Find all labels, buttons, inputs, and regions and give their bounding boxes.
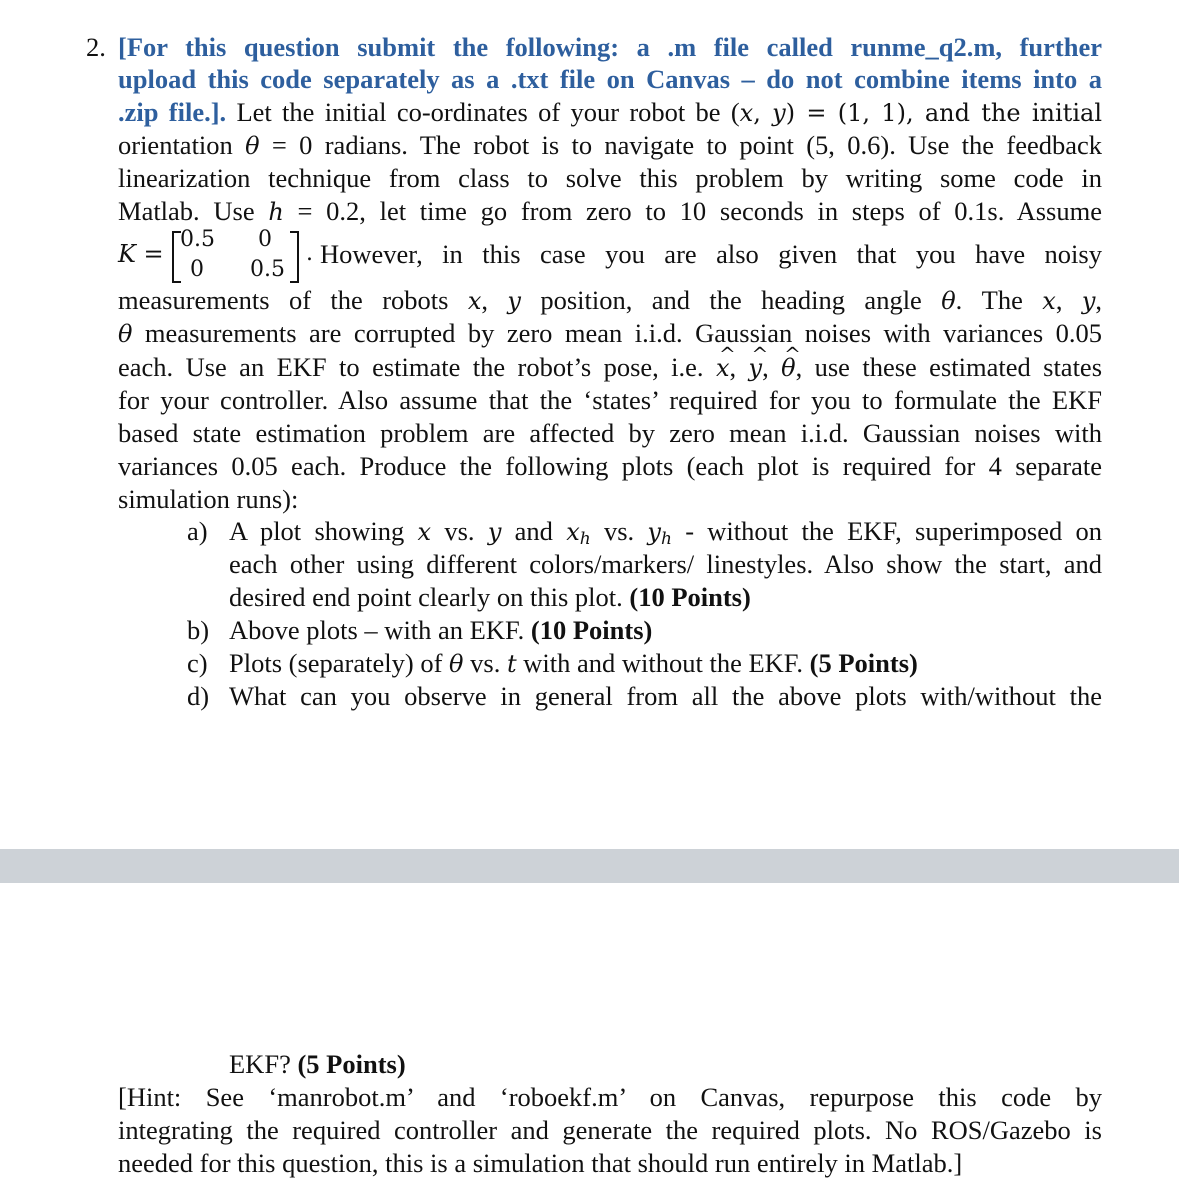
- paragraph-line-11: [118, 384, 1102, 417]
- text: ,: [729, 352, 749, 382]
- text: with and without the EKF.: [516, 648, 810, 678]
- text: orientation: [118, 130, 246, 160]
- math-x: x: [566, 518, 580, 546]
- math-subscript-h: h: [660, 529, 672, 549]
- paragraph-line-3: [118, 96, 1102, 130]
- math-x: x: [467, 287, 482, 315]
- points: (5 Points): [809, 648, 918, 678]
- hint-line-3: [118, 1147, 1102, 1180]
- text: Let the initial co-ordinates of your robot be (: [226, 97, 740, 127]
- right-bracket: [290, 231, 299, 283]
- text: = 0.2, let time go from zero to 10 seconds in steps of 0.1s. Assume: [283, 196, 1102, 226]
- paragraph-line-1: [118, 31, 1102, 64]
- matrix-dot: .: [306, 241, 313, 266]
- item-c-label: c): [187, 648, 208, 678]
- math-x: x: [417, 518, 432, 546]
- page-separator: [0, 849, 1179, 883]
- text: and: [501, 516, 567, 546]
- paragraph-line-4: [118, 129, 1102, 163]
- text: vs.: [431, 516, 488, 546]
- math-h: h: [268, 198, 284, 226]
- submission-instructions-cont: upload this code separately as a .txt file on Canvas – do not combine items into a: [118, 64, 1102, 94]
- text: simulation runs):: [118, 484, 299, 514]
- math-theta: θ: [245, 132, 260, 160]
- matrix-r1c2: 0: [258, 227, 272, 252]
- text: position, and the heading angle: [520, 285, 942, 315]
- text: linearization technique from class to solve this problem by writing some code in: [118, 163, 1102, 193]
- math-theta: θ: [941, 287, 956, 315]
- item-b-label: b): [187, 615, 210, 645]
- submission-instructions-end: .zip file.].: [118, 97, 227, 127]
- text: Above plots – with an EKF.: [229, 615, 531, 645]
- text: vs.: [590, 516, 648, 546]
- paragraph-line-13: [118, 450, 1102, 483]
- item-d-continuation: [229, 1048, 406, 1081]
- math-theta: θ: [449, 650, 464, 678]
- hint-line-2: [118, 1114, 1102, 1147]
- text: measurements are corrupted by zero mean i.i.d. Gaussian noises with variances 0.05: [132, 318, 1102, 348]
- item-c-line-1: [229, 647, 1102, 681]
- text: ,: [481, 285, 508, 315]
- submission-instructions: [For this question submit the following: a .m file called runme_q2.m, further: [118, 32, 1102, 62]
- text: ,: [1055, 285, 1082, 315]
- math-x: x: [739, 99, 754, 127]
- text: What can you observe in general from all the above plots with/without the: [229, 681, 1102, 711]
- question-number: 2.: [86, 32, 106, 62]
- text: A plot showing: [229, 516, 418, 546]
- item-d-label: d): [187, 681, 210, 711]
- paragraph-line-14: [118, 483, 1102, 516]
- paragraph-line-9: [118, 317, 1102, 351]
- text: - without the EKF, superimposed on: [671, 516, 1102, 546]
- paragraph-line-2: [118, 63, 1102, 96]
- text: for your controller. Also assume that the ‘states’ required for you to formulate the EKF: [118, 385, 1102, 415]
- paragraph-line-5: [118, 162, 1102, 195]
- text: . The: [955, 285, 1043, 315]
- text: based state estimation problem are affected by zero mean i.i.d. Gaussian noises with: [118, 418, 1102, 448]
- text: each. Use an EKF to estimate the robot’s pose, i.e.: [118, 352, 716, 382]
- item-a-label: a): [187, 516, 208, 546]
- text: EKF?: [229, 1049, 298, 1079]
- paragraph-line-10: [118, 351, 1102, 385]
- paragraph-line-6: [118, 195, 1102, 229]
- text: However, in this case you are also given that you have noisy: [320, 239, 1102, 269]
- item-b-line-1: [229, 614, 1102, 647]
- math-theta: θ: [118, 320, 133, 348]
- matrix-r1c1: 0.5: [180, 227, 215, 252]
- matrix-label: K =: [118, 240, 164, 268]
- points: (5 Points): [297, 1049, 406, 1079]
- paragraph-line-7: [320, 238, 1102, 271]
- text: ) = (1, 1), and the initial: [785, 99, 1102, 127]
- math-x: x: [1042, 287, 1056, 315]
- matrix-r2c2: 0.5: [250, 257, 285, 282]
- math-y: y: [1081, 287, 1096, 315]
- math-t: t: [506, 650, 517, 678]
- math-y: y: [487, 518, 502, 546]
- math-y: y: [647, 518, 661, 546]
- text: variances 0.05 each. Produce the following plots (each plot is required for 4 separate: [118, 451, 1102, 481]
- matrix-r2c1: 0: [190, 257, 204, 282]
- text: = 0 radians. The robot is to navigate to point (5, 0.6). Use the feedback: [259, 130, 1102, 160]
- hint-line-1: [118, 1081, 1102, 1114]
- text: ,: [753, 99, 773, 127]
- points: (10 Points): [530, 615, 653, 645]
- text: Matlab. Use: [118, 196, 269, 226]
- math-y-hat: ^ y: [749, 352, 763, 385]
- text: desired end point clearly on this plot.: [229, 582, 630, 612]
- math-x-hat: ^ x: [716, 352, 730, 385]
- math-theta-hat: ^ θ: [781, 352, 795, 385]
- math-subscript-h: h: [579, 529, 591, 549]
- text: needed for this question, this is a simulation that should run entirely in Matlab.]: [118, 1148, 963, 1178]
- text: Plots (separately) of: [229, 648, 450, 678]
- item-a-line-3: [229, 581, 1102, 614]
- math-y: y: [507, 287, 521, 315]
- item-a-line-2: [229, 548, 1102, 581]
- text: vs.: [463, 648, 507, 678]
- item-d-line-1: [229, 680, 1102, 713]
- text: measurements of the robots: [118, 285, 468, 315]
- paragraph-line-8: [118, 284, 1102, 318]
- math-y: y: [772, 99, 786, 127]
- paragraph-line-12: [118, 417, 1102, 450]
- text: ,: [1095, 285, 1103, 315]
- text: ,: [762, 352, 782, 382]
- text: , use these estimated states: [795, 352, 1103, 382]
- points: (10 Points): [629, 582, 751, 612]
- text: [Hint: See ‘manrobot.m’ and ‘roboekf.m’ on Canvas, repurpose this code by: [118, 1082, 1102, 1112]
- text: integrating the required controller and generate the required plots. No ROS/Gazebo is: [118, 1115, 1102, 1145]
- k-matrix: [118, 228, 318, 284]
- text: each other using different colors/markers/ linestyles. Also show the start, and: [229, 549, 1102, 579]
